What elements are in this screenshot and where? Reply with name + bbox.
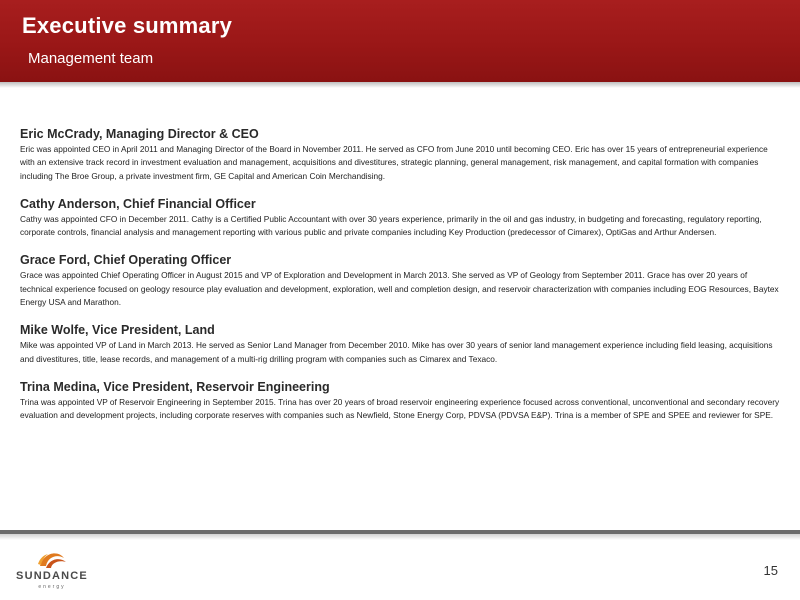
page-title: Executive summary — [22, 13, 233, 38]
sun-swirl-icon — [10, 544, 94, 572]
person-bio: Grace was appointed Chief Operating Officer in August 2015 and VP of Exploration and Development in March 2013. She served as VP of Geology from September 2011. Grace has over 20 years of technical experience focused on geology resource play evaluation and development, exploration, well and completion design, and reservoir characterization with companies including EOG Resources, Baytex Energy USA and Marathon. — [20, 270, 779, 308]
person-bio: Trina was appointed VP of Reservoir Engineering in September 2015. Trina has over 20 years of broad reservoir engineering experience focused across conventional, unconventional and secondary recovery evaluation and development projects, including corporate reserves with companies such as Newfield, Stone Energy Corp, PDVSA (PDVSA E&P). Trina is a member of SPE and SPEE and reviewer for SPE. — [20, 396, 780, 421]
person-bio: Cathy was appointed CFO in December 2011. Cathy is a Certified Public Accountant with over 30 years experience, primarily in the oil and gas industry, in budgeting and forecasting, regulatory reporting, corporate controls, financial analysis and management reporting with various public and private companies including Key Production (predecessor of Cimarex), OptiGas and Arthur Andersen. — [20, 213, 762, 238]
person-name: Trina Medina, Vice President, Reservoir Engineering — [20, 379, 330, 394]
header-bar — [0, 0, 800, 82]
footer-divider — [0, 530, 800, 534]
company-logo — [10, 544, 94, 596]
person-name: Mike Wolfe, Vice President, Land — [20, 323, 215, 338]
person-name: Eric McCrady, Managing Director & CEO — [20, 127, 259, 141]
person-entry-mike-wolfe — [20, 323, 782, 366]
person-entry-cathy-anderson — [20, 197, 782, 240]
person-entry-trina-medina — [20, 380, 782, 423]
person-bio: Eric was appointed CEO in April 2011 and Managing Director of the Board in November 2011. He served as CFO from June 2010 until becoming CEO. Eric has over 15 years of entrepreneurial experience with an extensive track record in investment evaluation and management, acquisitions and divestitures, strategic planning, general management, risk management, and capital formation with companies including The Broe Group, a private investment firm, GE Capital and American Coin Merchandising. — [20, 144, 768, 181]
person-name: Grace Ford, Chief Operating Officer — [20, 253, 232, 268]
logo-tagline: energy — [38, 584, 66, 590]
logo-wordmark: SUNDANCE — [16, 570, 88, 582]
management-team-list — [20, 127, 782, 437]
person-entry-eric-mccrady — [20, 127, 782, 183]
page-number: 15 — [763, 563, 778, 578]
person-name: Cathy Anderson, Chief Financial Officer — [20, 196, 256, 211]
person-bio: Mike was appointed VP of Land in March 2013. He served as Senior Land Manager from December 2010. Mike has over 30 years of senior land management experience including field leasing, acquisitions and divestitures, title, lease records, and management of a multi-rig drilling program with companies such as Cimarex and Texaco. — [20, 340, 773, 364]
person-entry-grace-ford — [20, 253, 782, 309]
page-subtitle: Management team — [28, 50, 154, 67]
